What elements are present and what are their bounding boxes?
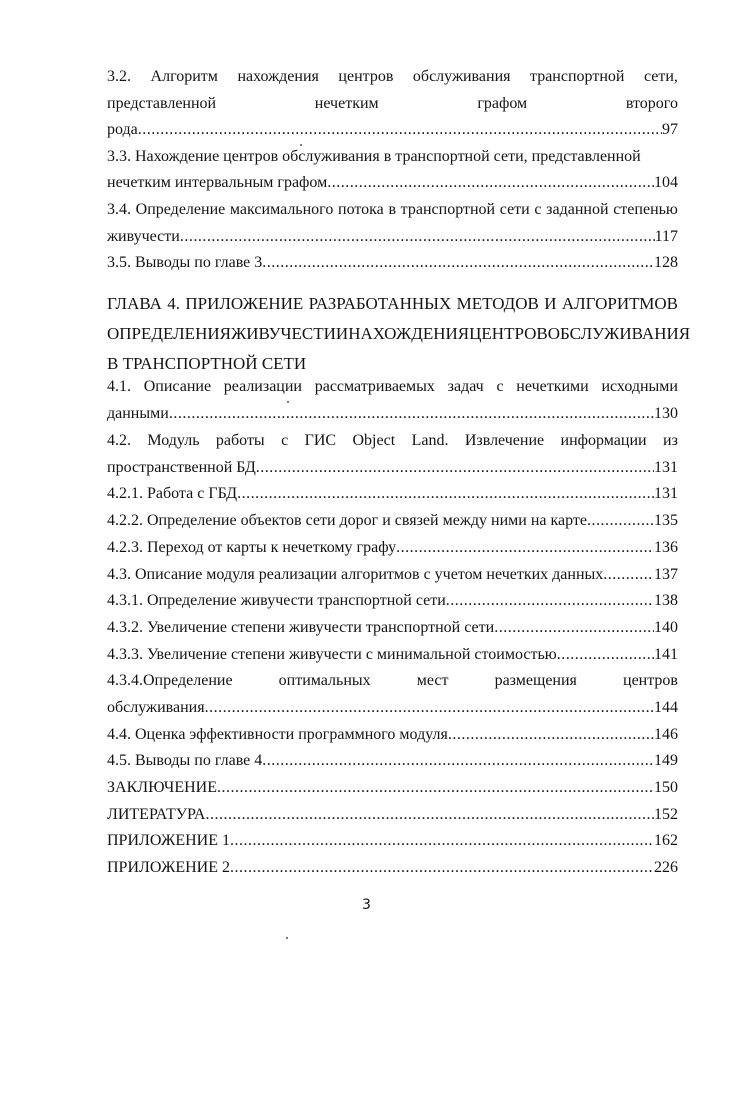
toc-page-number: 97 [662,121,678,138]
dot-leader [448,724,654,746]
toc-entry-4-1-line2[interactable] [107,403,678,425]
toc-entry-4-3-4-line2[interactable] [107,697,678,719]
dot-leader [230,830,654,852]
word: оптимальных [278,672,371,689]
toc-entry-appendix-2[interactable] [107,857,678,879]
word: работы [215,432,265,449]
word: 3.2. [107,68,131,85]
toc-entry-title: 4.2.3. Переход от карты к нечеткому графу [107,539,397,556]
word: реализации [223,378,302,395]
toc-entry-4-5[interactable] [107,750,678,772]
word: АЛГОРИТМОВ [561,294,678,313]
dot-leader [230,857,654,879]
word: И [544,294,557,313]
toc-entry-4-2-line1 [107,430,678,452]
word: ЖИВУЧЕСТИ [230,324,336,343]
toc-page-number: 146 [654,726,678,743]
word: Описание [143,378,212,395]
dot-leader [494,617,654,639]
word: нечеткими [516,378,589,395]
word: 4. [167,294,180,313]
toc-entry-title: данными [107,405,169,422]
word: 4.1. [107,378,131,395]
toc-entry-appendix-1[interactable] [107,830,678,852]
toc-entry-4-3-2[interactable] [107,617,678,639]
toc-entry-3-2-line1 [107,66,678,88]
toc-entry-4-4[interactable] [107,724,678,746]
toc-entry-4-1-line1 [107,376,678,398]
toc-page-number: 128 [654,254,678,271]
toc-entry-4-2-line2[interactable] [107,457,678,479]
toc-entry-4-3-1[interactable] [107,590,678,612]
word: Object [352,432,396,449]
dot-leader [217,777,654,799]
chapter-4-heading-line2 [107,319,691,349]
dot-leader [262,750,654,772]
word: с [281,432,289,449]
toc-entry-4-3-4-line1 [107,670,678,692]
word: ОБСЛУЖИВАНИЯ [547,324,691,343]
toc-entry-3-3-line1: 3.3. Нахождение центров обслуживания в транспортной сети, представленной [107,148,641,165]
toc-entry-3-4-line2[interactable] [107,226,678,248]
word: представленной [107,95,217,112]
toc-entry-literature[interactable] [107,804,678,826]
toc-entry-4-3[interactable] [107,564,678,586]
word: Модуль [147,432,200,449]
word: задач [447,378,484,395]
scan-speck [287,401,289,403]
toc-entry-3-5[interactable] [107,252,678,274]
toc-entry-title: ПРИЛОЖЕНИЕ 1 [107,832,231,849]
toc-page-number: 138 [654,592,678,609]
toc-entry-title: ЗАКЛЮЧЕНИЕ [107,779,217,796]
toc-page-number: 136 [654,539,678,556]
toc-entry-title: 4.3. Описание модуля реализации алгоритмов с учетом нечетких данных [107,566,604,583]
toc-entry-3-4-line1 [107,199,678,221]
toc-entry-title: живучести [107,228,180,245]
word: рассматриваемых [314,378,435,395]
toc-entry-title: 4.3.3. Увеличение степени живучести с минимальной стоимостью [107,646,557,663]
toc-page-number: 131 [654,459,678,476]
toc-entry-title: обслуживания [107,699,205,716]
word: в [388,201,396,218]
word: потока [338,201,384,218]
toc-entry-conclusion[interactable] [107,777,678,799]
toc-page-number: 104 [654,174,678,191]
word: 3.4. [107,201,131,218]
chapter-4-heading[interactable] [107,289,691,379]
word: с [534,201,542,218]
word: исходными [601,378,678,395]
word: ГИС [304,432,337,449]
word: транспортной [530,68,625,85]
toc-page-number: 130 [654,405,678,422]
word: информации [560,432,647,449]
toc-page-number: 137 [654,566,678,583]
toc-entry-title: 4.3.1. Определение живучести транспортной сети [107,592,446,609]
word: из [663,432,678,449]
word: заданной [546,201,609,218]
dot-leader [603,564,654,586]
word: Извлечение [464,432,545,449]
word: НАХОЖДЕНИЯ [348,324,470,343]
word: сети [499,201,530,218]
word: И [335,324,349,343]
toc-entry-title: пространственной БД [107,459,256,476]
toc-page-number: 131 [654,485,678,502]
word: нахождения [237,68,319,85]
word: мест [416,672,449,689]
toc-entry-4-2-1[interactable] [107,483,678,505]
word: с [496,378,504,395]
dot-leader [138,119,662,141]
word: МЕТОДОВ [456,294,539,313]
toc-entry-title: 4.3.2. Увеличение степени живучести транспортной сети [107,619,495,636]
toc-entry-title: 4.5. Выводы по главе 4 [107,752,263,769]
toc-page-number: 140 [654,619,678,636]
toc-entry-title: ПРИЛОЖЕНИЕ 2 [107,859,231,876]
dot-leader [396,537,654,559]
dot-leader [557,644,654,666]
word: нечетким [314,95,379,112]
toc-page-number: 162 [654,832,678,849]
word: размещения [494,672,577,689]
dot-leader [205,804,654,826]
dot-leader [262,252,654,274]
word: ГЛАВА [107,294,162,313]
word: ОПРЕДЕЛЕНИЯ [107,324,231,343]
word: степенью [613,201,678,218]
toc-entry-title: 4.2.2. Определение объектов сети дорог и связей между ними на карте [107,512,587,529]
dot-leader [446,590,654,612]
word: транспортной [400,201,496,218]
scan-speck [286,937,288,939]
toc-entry-3-3-line2[interactable] [107,172,678,194]
toc-page-number: 144 [654,699,678,716]
toc-entry-4-2-3[interactable] [107,537,678,559]
toc-entry-3-2-line2 [107,93,678,115]
chapter-4-heading-line3 [107,349,678,379]
toc-entry-title: ЛИТЕРАТУРА [107,806,206,823]
word: центров [338,68,394,85]
dot-leader [256,457,654,479]
toc-page-number: 135 [654,512,678,529]
dot-leader [169,403,654,425]
toc-entry-title: 3.5. Выводы по главе 3 [107,254,263,271]
word: графом [477,95,528,112]
word: центров [623,672,678,689]
toc-page-number: 141 [654,646,678,663]
word: В ТРАНСПОРТНОЙ СЕТИ [107,354,307,373]
word: Land. [411,432,449,449]
word: Алгоритм [150,68,218,85]
toc-page-number: 117 [654,228,678,245]
scan-speck [300,144,302,146]
toc-page-number: 150 [654,779,678,796]
toc-entry-4-2-2[interactable] [107,510,678,532]
word: 4.2. [107,432,131,449]
word: РАЗРАБОТАННЫХ [308,294,452,313]
toc-entry-title: рода [107,121,138,138]
word: сети, [643,68,678,85]
word: обслуживания [412,68,511,85]
toc-page-number: 152 [654,806,678,823]
toc-page-number: 149 [654,752,678,769]
dot-leader [327,172,654,194]
dot-leader [237,483,654,505]
word: максимального [229,201,334,218]
dot-leader [205,697,654,719]
dot-leader [180,226,655,248]
chapter-4-heading-line1 [107,289,678,319]
word: Определение [135,201,226,218]
dot-leader [587,510,654,532]
toc-entry-title: 4.2.1. Работа с ГБД [107,485,238,502]
page-number: 3 [362,897,371,913]
word: ПРИЛОЖЕНИЕ [185,294,304,313]
toc-entry-4-3-3[interactable] [107,644,678,666]
toc-page-number: 226 [654,859,678,876]
word: 4.3.4.Определение [107,672,233,689]
toc-entry-3-2-line3[interactable] [107,119,678,141]
toc-entry-title: нечетким интервальным графом [107,174,328,191]
toc-entry-title: 4.4. Оценка эффективности программного модуля [107,726,448,743]
word: ЦЕНТРОВ [469,324,548,343]
word: второго [625,95,678,112]
